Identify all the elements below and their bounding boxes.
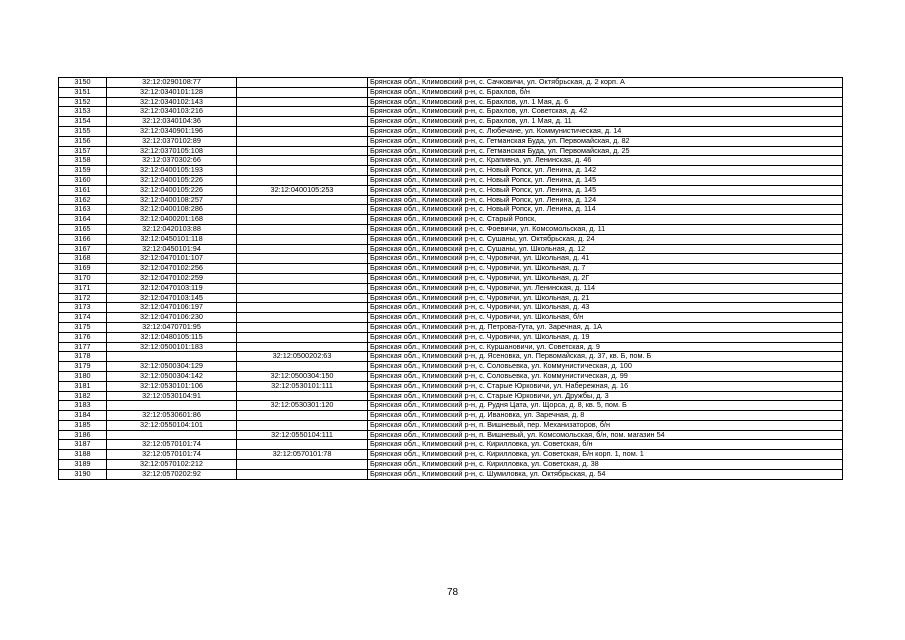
table-row [59, 215, 843, 225]
address-cell: Брянская обл., Климовский р-н, с. Чуровичи, ул. Школьная, д. 43 [368, 303, 843, 313]
table-row [59, 371, 843, 381]
table-row [59, 303, 843, 313]
cadastral-number-cell: 32:12:0500304:129 [107, 362, 237, 372]
cadastral-number-cell: 32:12:0470701:95 [107, 322, 237, 332]
related-cadastral-number-cell: 32:12:0550104:111 [237, 430, 368, 440]
table-row [59, 460, 843, 470]
related-cadastral-number-cell [237, 322, 368, 332]
cadastral-number-cell: 32:12:0400105:226 [107, 175, 237, 185]
address-cell: Брянская обл., Климовский р-н, с. Брахлов, б/н [368, 87, 843, 97]
cadastral-number-cell: 32:12:0450101:118 [107, 234, 237, 244]
related-cadastral-number-cell [237, 175, 368, 185]
row-number-cell: 3157 [59, 146, 107, 156]
table-row [59, 264, 843, 274]
row-number-cell: 3170 [59, 273, 107, 283]
table-row [59, 342, 843, 352]
row-number-cell: 3175 [59, 322, 107, 332]
related-cadastral-number-cell [237, 460, 368, 470]
related-cadastral-number-cell: 32:12:0570101:78 [237, 450, 368, 460]
registry-table [58, 77, 843, 480]
address-cell: Брянская обл., Климовский р-н, с. Сушаны, ул. Школьная, д. 12 [368, 244, 843, 254]
cadastral-number-cell: 32:12:0290108:77 [107, 78, 237, 88]
address-cell: Брянская обл., Климовский р-н, с. Соловьевка, ул. Коммунистическая, д. 99 [368, 371, 843, 381]
row-number-cell: 3190 [59, 469, 107, 479]
related-cadastral-number-cell [237, 440, 368, 450]
row-number-cell: 3154 [59, 117, 107, 127]
address-cell: Брянская обл., Климовский р-н, с. Чуровичи, ул. Школьная, б/н [368, 313, 843, 323]
table-row [59, 166, 843, 176]
table-row [59, 332, 843, 342]
row-number-cell: 3158 [59, 156, 107, 166]
related-cadastral-number-cell [237, 273, 368, 283]
table-row [59, 205, 843, 215]
cadastral-number-cell: 32:12:0550104:101 [107, 420, 237, 430]
cadastral-number-cell: 32:12:0470106:197 [107, 303, 237, 313]
related-cadastral-number-cell [237, 342, 368, 352]
address-cell: Брянская обл., Климовский р-н, с. Новый Ропск, ул. Ленина, д. 114 [368, 205, 843, 215]
related-cadastral-number-cell: 32:12:0530301:120 [237, 401, 368, 411]
address-cell: Брянская обл., Климовский р-н, п. Вишневый, пер. Механизаторов, б/н [368, 420, 843, 430]
row-number-cell: 3162 [59, 195, 107, 205]
row-number-cell: 3174 [59, 313, 107, 323]
related-cadastral-number-cell: 32:12:0530101:111 [237, 381, 368, 391]
cadastral-number-cell: 32:12:0570101:74 [107, 440, 237, 450]
cadastral-number-cell: 32:12:0570202:92 [107, 469, 237, 479]
table-row [59, 244, 843, 254]
related-cadastral-number-cell [237, 87, 368, 97]
row-number-cell: 3176 [59, 332, 107, 342]
table-row [59, 411, 843, 421]
cadastral-number-cell: 32:12:0570102:212 [107, 460, 237, 470]
address-cell: Брянская обл., Климовский р-н, с. Крапивна, ул. Ленинская, д. 46 [368, 156, 843, 166]
related-cadastral-number-cell [237, 156, 368, 166]
related-cadastral-number-cell [237, 107, 368, 117]
row-number-cell: 3183 [59, 401, 107, 411]
table-row [59, 313, 843, 323]
table-row [59, 322, 843, 332]
related-cadastral-number-cell: 32:12:0400105:253 [237, 185, 368, 195]
cadastral-number-cell: 32:12:0450101:94 [107, 244, 237, 254]
address-cell: Брянская обл., Климовский р-н, д. Петрова-Гута, ул. Заречная, д. 1А [368, 322, 843, 332]
table-row [59, 117, 843, 127]
address-cell: Брянская обл., Климовский р-н, п. Вишневый, ул. Комсомольская, б/н, пом. магазин 54 [368, 430, 843, 440]
table-row [59, 175, 843, 185]
cadastral-number-cell: 32:12:0470101:107 [107, 254, 237, 264]
related-cadastral-number-cell [237, 126, 368, 136]
row-number-cell: 3177 [59, 342, 107, 352]
address-cell: Брянская обл., Климовский р-н, с. Старые Юрковичи, ул. Дружбы, д. 3 [368, 391, 843, 401]
table-row [59, 195, 843, 205]
related-cadastral-number-cell [237, 469, 368, 479]
cadastral-number-cell: 32:12:0340103:216 [107, 107, 237, 117]
table-row [59, 156, 843, 166]
table-row [59, 440, 843, 450]
row-number-cell: 3167 [59, 244, 107, 254]
row-number-cell: 3168 [59, 254, 107, 264]
cadastral-number-cell: 32:12:0400108:286 [107, 205, 237, 215]
row-number-cell: 3169 [59, 264, 107, 274]
table-row [59, 97, 843, 107]
row-number-cell: 3172 [59, 293, 107, 303]
row-number-cell: 3155 [59, 126, 107, 136]
table-row [59, 107, 843, 117]
row-number-cell: 3189 [59, 460, 107, 470]
table-row [59, 430, 843, 440]
row-number-cell: 3159 [59, 166, 107, 176]
address-cell: Брянская обл., Климовский р-н, д. Ясеновка, ул. Первомайская, д. 37, кв. Б, пом. Б [368, 352, 843, 362]
table-row [59, 254, 843, 264]
cadastral-number-cell: 32:12:0500304:142 [107, 371, 237, 381]
cadastral-number-cell: 32:12:0470103:119 [107, 283, 237, 293]
cadastral-number-cell: 32:12:0530101:106 [107, 381, 237, 391]
row-number-cell: 3173 [59, 303, 107, 313]
table-row [59, 362, 843, 372]
cadastral-number-cell [107, 401, 237, 411]
address-cell: Брянская обл., Климовский р-н, с. Кирилловка, ул. Советская, Б/н корп. 1, пом. 1 [368, 450, 843, 460]
address-cell: Брянская обл., Климовский р-н, с. Брахлов, ул. 1 Мая, д. 6 [368, 97, 843, 107]
table-row [59, 146, 843, 156]
address-cell: Брянская обл., Климовский р-н, д. Ивановка, ул. Заречная, д. 8 [368, 411, 843, 421]
table-row [59, 87, 843, 97]
cadastral-number-cell: 32:12:0370102:89 [107, 136, 237, 146]
address-cell: Брянская обл., Климовский р-н, с. Чуровичи, ул. Школьная, д. 2Г [368, 273, 843, 283]
address-cell: Брянская обл., Климовский р-н, с. Старые Юрковичи, ул. Набережная, д. 16 [368, 381, 843, 391]
table-row [59, 401, 843, 411]
table-row [59, 391, 843, 401]
row-number-cell: 3153 [59, 107, 107, 117]
address-cell: Брянская обл., Климовский р-н, с. Брахлов, ул. Советская, д. 42 [368, 107, 843, 117]
address-cell: Брянская обл., Климовский р-н, с. Брахлов, ул. 1 Мая, д. 11 [368, 117, 843, 127]
related-cadastral-number-cell [237, 293, 368, 303]
related-cadastral-number-cell: 32:12:0500304:150 [237, 371, 368, 381]
table-row [59, 273, 843, 283]
related-cadastral-number-cell [237, 97, 368, 107]
related-cadastral-number-cell [237, 215, 368, 225]
related-cadastral-number-cell [237, 303, 368, 313]
row-number-cell: 3165 [59, 224, 107, 234]
cadastral-number-cell: 32:12:0420103:88 [107, 224, 237, 234]
address-cell: Брянская обл., Климовский р-н, с. Чуровичи, ул. Ленинская, д. 114 [368, 283, 843, 293]
related-cadastral-number-cell [237, 244, 368, 254]
row-number-cell: 3187 [59, 440, 107, 450]
related-cadastral-number-cell [237, 78, 368, 88]
table-row [59, 234, 843, 244]
address-cell: Брянская обл., Климовский р-н, с. Гетманская Буда, ул. Первомайская, д. 82 [368, 136, 843, 146]
cadastral-number-cell: 32:12:0400105:193 [107, 166, 237, 176]
related-cadastral-number-cell [237, 254, 368, 264]
address-cell: Брянская обл., Климовский р-н, с. Чуровичи, ул. Школьная, д. 7 [368, 264, 843, 274]
related-cadastral-number-cell [237, 411, 368, 421]
related-cadastral-number-cell [237, 332, 368, 342]
row-number-cell: 3152 [59, 97, 107, 107]
row-number-cell: 3182 [59, 391, 107, 401]
related-cadastral-number-cell [237, 420, 368, 430]
table-row [59, 381, 843, 391]
table-row [59, 224, 843, 234]
table-row [59, 78, 843, 88]
row-number-cell: 3163 [59, 205, 107, 215]
row-number-cell: 3179 [59, 362, 107, 372]
address-cell: Брянская обл., Климовский р-н, с. Новый Ропск, ул. Ленина, д. 145 [368, 185, 843, 195]
address-cell: Брянская обл., Климовский р-н, с. Шумиловка, ул. Октябрьская, д. 54 [368, 469, 843, 479]
address-cell: Брянская обл., Климовский р-н, с. Чуровичи, ул. Школьная, д. 21 [368, 293, 843, 303]
related-cadastral-number-cell [237, 264, 368, 274]
address-cell: Брянская обл., Климовский р-н, с. Чуровичи, ул. Школьная, д. 41 [368, 254, 843, 264]
registry-table-body [59, 78, 843, 480]
cadastral-number-cell: 32:12:0400108:257 [107, 195, 237, 205]
address-cell: Брянская обл., Климовский р-н, с. Кирилловка, ул. Советская, д. 38 [368, 460, 843, 470]
cadastral-number-cell: 32:12:0530104:91 [107, 391, 237, 401]
address-cell: Брянская обл., Климовский р-н, с. Старый Ропск, [368, 215, 843, 225]
cadastral-number-cell: 32:12:0470106:230 [107, 313, 237, 323]
cadastral-number-cell: 32:12:0470102:256 [107, 264, 237, 274]
address-cell: Брянская обл., Климовский р-н, с. Любечане, ул. Коммунистическая, д. 14 [368, 126, 843, 136]
row-number-cell: 3160 [59, 175, 107, 185]
related-cadastral-number-cell [237, 146, 368, 156]
cadastral-number-cell [107, 352, 237, 362]
address-cell: Брянская обл., Климовский р-н, с. Куршановичи, ул. Советская, д. 9 [368, 342, 843, 352]
table-row [59, 185, 843, 195]
related-cadastral-number-cell [237, 195, 368, 205]
related-cadastral-number-cell [237, 136, 368, 146]
table-row [59, 469, 843, 479]
cadastral-number-cell: 32:12:0470103:145 [107, 293, 237, 303]
address-cell: Брянская обл., Климовский р-н, с. Сушаны, ул. Октябрьская, д. 24 [368, 234, 843, 244]
cadastral-number-cell: 32:12:0370302:66 [107, 156, 237, 166]
address-cell: Брянская обл., Климовский р-н, д. Рудня Цата, ул. Щорса, д. 8, кв. 5, пом. Б [368, 401, 843, 411]
cadastral-number-cell: 32:12:0530601:86 [107, 411, 237, 421]
address-cell: Брянская обл., Климовский р-н, с. Фоевичи, ул. Комсомольская, д. 11 [368, 224, 843, 234]
related-cadastral-number-cell: 32:12:0500202:63 [237, 352, 368, 362]
row-number-cell: 3156 [59, 136, 107, 146]
row-number-cell: 3181 [59, 381, 107, 391]
table-row [59, 420, 843, 430]
table-row [59, 293, 843, 303]
cadastral-number-cell: 32:12:0570101:74 [107, 450, 237, 460]
row-number-cell: 3186 [59, 430, 107, 440]
row-number-cell: 3166 [59, 234, 107, 244]
row-number-cell: 3164 [59, 215, 107, 225]
row-number-cell: 3178 [59, 352, 107, 362]
row-number-cell: 3150 [59, 78, 107, 88]
row-number-cell: 3161 [59, 185, 107, 195]
cadastral-number-cell: 32:12:0480105:115 [107, 332, 237, 342]
table-row [59, 283, 843, 293]
address-cell: Брянская обл., Климовский р-н, с. Чуровичи, ул. Школьная, д. 19 [368, 332, 843, 342]
related-cadastral-number-cell [237, 283, 368, 293]
cadastral-number-cell: 32:12:0400201:168 [107, 215, 237, 225]
table-row [59, 450, 843, 460]
table-row [59, 136, 843, 146]
table-row [59, 352, 843, 362]
related-cadastral-number-cell [237, 205, 368, 215]
row-number-cell: 3151 [59, 87, 107, 97]
page-number: 78 [446, 587, 459, 598]
related-cadastral-number-cell [237, 313, 368, 323]
cadastral-number-cell: 32:12:0370105:108 [107, 146, 237, 156]
row-number-cell: 3184 [59, 411, 107, 421]
related-cadastral-number-cell [237, 117, 368, 127]
row-number-cell: 3171 [59, 283, 107, 293]
address-cell: Брянская обл., Климовский р-н, с. Новый Ропск, ул. Ленина, д. 142 [368, 166, 843, 176]
related-cadastral-number-cell [237, 224, 368, 234]
related-cadastral-number-cell [237, 391, 368, 401]
cadastral-number-cell: 32:12:0340102:143 [107, 97, 237, 107]
address-cell: Брянская обл., Климовский р-н, с. Соловьевка, ул. Коммунистическая, д. 100 [368, 362, 843, 372]
row-number-cell: 3188 [59, 450, 107, 460]
related-cadastral-number-cell [237, 166, 368, 176]
address-cell: Брянская обл., Климовский р-н, с. Кирилловка, ул. Советская, б/н [368, 440, 843, 450]
row-number-cell: 3180 [59, 371, 107, 381]
cadastral-number-cell: 32:12:0340104:36 [107, 117, 237, 127]
cadastral-number-cell: 32:12:0340901:196 [107, 126, 237, 136]
address-cell: Брянская обл., Климовский р-н, с. Новый Ропск, ул. Ленина, д. 145 [368, 175, 843, 185]
cadastral-number-cell: 32:12:0500101:183 [107, 342, 237, 352]
row-number-cell: 3185 [59, 420, 107, 430]
cadastral-number-cell [107, 430, 237, 440]
cadastral-number-cell: 32:12:0340101:128 [107, 87, 237, 97]
related-cadastral-number-cell [237, 234, 368, 244]
address-cell: Брянская обл., Климовский р-н, с. Гетманская Буда, ул. Первомайская, д. 25 [368, 146, 843, 156]
table-row [59, 126, 843, 136]
cadastral-number-cell: 32:12:0400105:226 [107, 185, 237, 195]
related-cadastral-number-cell [237, 362, 368, 372]
address-cell: Брянская обл., Климовский р-н, с. Сачковичи, ул. Октябрьская, д. 2 корп. А [368, 78, 843, 88]
address-cell: Брянская обл., Климовский р-н, с. Новый Ропск, ул. Ленина, д. 124 [368, 195, 843, 205]
cadastral-number-cell: 32:12:0470102:259 [107, 273, 237, 283]
